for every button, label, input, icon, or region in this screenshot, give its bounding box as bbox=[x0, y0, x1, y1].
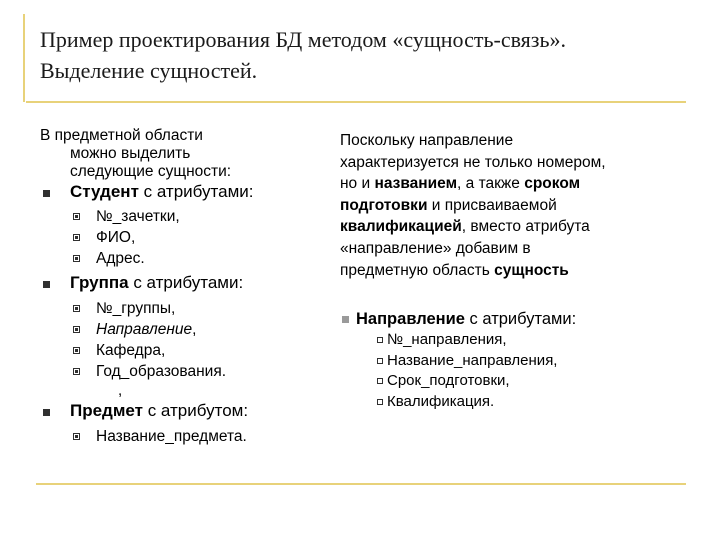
attr-item: Срок_подготовки, bbox=[340, 371, 690, 392]
title-accent-vertical-line bbox=[23, 14, 25, 102]
hollow-square-bullet-icon bbox=[73, 326, 80, 333]
intro-line-1: В предметной области bbox=[40, 127, 203, 144]
attr-item: Кафедра, bbox=[40, 340, 340, 361]
attr-item: Название_предмета. bbox=[40, 426, 340, 447]
entity-name: Направление bbox=[356, 310, 465, 329]
entity-subject: Предмет с атрибутом: bbox=[40, 400, 340, 422]
square-bullet-icon bbox=[43, 190, 50, 197]
attr-item: Квалификация. bbox=[340, 392, 690, 413]
title-underline bbox=[26, 101, 686, 103]
attr-item: ФИО, bbox=[40, 227, 340, 248]
right-column bbox=[340, 130, 690, 412]
hollow-square-bullet-icon bbox=[73, 347, 80, 354]
entity-name: Предмет bbox=[70, 401, 143, 420]
hollow-square-bullet-icon bbox=[377, 378, 383, 384]
attr-item: №_направления, bbox=[340, 330, 690, 351]
intro-line-2: можно выделить bbox=[70, 145, 191, 162]
attr-item: №_зачетки, bbox=[40, 206, 340, 227]
footer-line bbox=[36, 483, 686, 485]
hollow-square-bullet-icon bbox=[73, 305, 80, 312]
hollow-square-bullet-icon bbox=[377, 337, 383, 343]
attr-item: Направление, bbox=[40, 319, 340, 340]
attr-item: Адрес. bbox=[40, 248, 340, 269]
entity-group: Группа с атрибутами: bbox=[40, 272, 340, 294]
entity-student: Студент с атрибутами: bbox=[40, 181, 340, 203]
square-bullet-icon bbox=[43, 281, 50, 288]
entity-direction: Направление с атрибутами: bbox=[340, 308, 690, 330]
hollow-square-bullet-icon bbox=[73, 213, 80, 220]
title-line-1: Пример проектирования БД методом «сущность-связь». bbox=[40, 27, 567, 52]
square-bullet-icon bbox=[43, 409, 50, 416]
hollow-square-bullet-icon bbox=[377, 358, 383, 364]
square-bullet-icon bbox=[342, 316, 349, 323]
entity-name: Группа bbox=[70, 273, 129, 292]
hollow-square-bullet-icon bbox=[377, 399, 383, 405]
stray-comma: , bbox=[118, 382, 123, 399]
title-line-2: Выделение сущностей. bbox=[40, 58, 258, 83]
entity-name: Студент bbox=[70, 182, 139, 201]
hollow-square-bullet-icon bbox=[73, 368, 80, 375]
attr-item: №_группы, bbox=[40, 298, 340, 319]
explanation-paragraph: Поскольку направление характеризуется не только номером, но и названием, а также сроком подготовки и присваиваемой квалификацией, вместо атрибута «направление» добавим в предметную область сущность bbox=[340, 132, 606, 279]
hollow-square-bullet-icon bbox=[73, 255, 80, 262]
attr-item: Год_образования. bbox=[40, 361, 340, 382]
left-column bbox=[40, 127, 340, 447]
hollow-square-bullet-icon bbox=[73, 433, 80, 440]
attr-item: Название_направления, bbox=[340, 351, 690, 372]
intro-line-3: следующие сущности: bbox=[70, 163, 232, 180]
slide-title bbox=[40, 24, 690, 86]
hollow-square-bullet-icon bbox=[73, 234, 80, 241]
